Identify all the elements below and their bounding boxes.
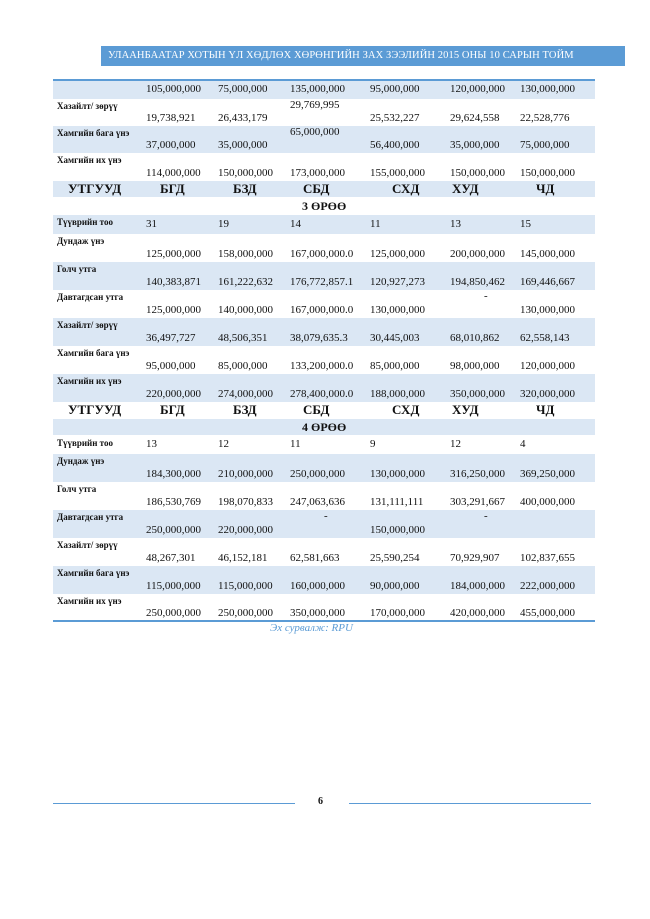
cell-схд: 30,445,003	[370, 332, 420, 344]
row-label: Хамгийн их үнэ	[57, 596, 122, 606]
cell-худ: 70,929,907	[450, 552, 500, 564]
cell-схд: 170,000,000	[370, 607, 425, 619]
table-row	[53, 234, 595, 262]
cell-бгд: 13	[146, 438, 157, 450]
cell-бгд: 125,000,000	[146, 304, 201, 316]
cell-бгд: 95,000,000	[146, 360, 196, 372]
cell-бзд: 198,070,833	[218, 496, 273, 508]
table-bottom-rule	[53, 620, 595, 622]
cell-схд: 130,000,000	[370, 468, 425, 480]
cell-бзд: 26,433,179	[218, 112, 268, 124]
column-header: БЗД	[233, 402, 257, 417]
cell-бзд: 75,000,000	[218, 83, 268, 95]
cell-сбд: 65,000,000	[290, 126, 340, 138]
row-label: Давтагдсан утга	[57, 292, 124, 302]
cell-худ: -	[484, 510, 488, 522]
cell-бзд: 158,000,000	[218, 248, 273, 260]
cell-бзд: 220,000,000	[218, 524, 273, 536]
column-header-row	[53, 181, 595, 197]
cell-бгд: 48,267,301	[146, 552, 196, 564]
cell-бзд: 12	[218, 438, 229, 450]
footer-rule-left	[53, 803, 295, 804]
row-label: Хамгийн их үнэ	[57, 155, 122, 165]
table-row	[53, 318, 595, 346]
cell-бгд: 250,000,000	[146, 524, 201, 536]
cell-бгд: 105,000,000	[146, 83, 201, 95]
table-row	[53, 262, 595, 290]
column-header: СБД	[303, 181, 330, 196]
source-note: Эх сурвалж: RPU	[270, 622, 353, 634]
cell-худ: 420,000,000	[450, 607, 505, 619]
table-row	[53, 215, 595, 234]
cell-худ: 194,850,462	[450, 276, 505, 288]
cell-чд: 145,000,000	[520, 248, 575, 260]
row-label: Түүврийн тоо	[57, 217, 113, 227]
cell-бгд: 220,000,000	[146, 388, 201, 400]
cell-худ: -	[484, 290, 488, 302]
table-row	[53, 436, 595, 454]
cell-худ: 12	[450, 438, 461, 450]
column-header: СХД	[392, 402, 420, 417]
cell-сбд: 250,000,000	[290, 468, 345, 480]
section-title: 3 ӨРӨӨ	[302, 199, 347, 213]
cell-сбд: 11	[290, 438, 301, 450]
cell-чд: 120,000,000	[520, 360, 575, 372]
cell-сбд: 135,000,000	[290, 83, 345, 95]
cell-схд: 95,000,000	[370, 83, 420, 95]
table-row	[53, 81, 595, 99]
cell-бгд: 140,383,871	[146, 276, 201, 288]
cell-бгд: 19,738,921	[146, 112, 196, 124]
cell-чд: 400,000,000	[520, 496, 575, 508]
cell-схд: 11	[370, 218, 381, 230]
table-row	[53, 99, 595, 126]
cell-чд: 62,558,143	[520, 332, 570, 344]
cell-сбд: 167,000,000.0	[290, 304, 354, 316]
cell-худ: 29,624,558	[450, 112, 500, 124]
table-row	[53, 374, 595, 402]
cell-чд: 4	[520, 438, 526, 450]
cell-худ: 200,000,000	[450, 248, 505, 260]
cell-худ: 184,000,000	[450, 580, 505, 592]
row-label: Хамгийн бага үнэ	[57, 568, 130, 578]
cell-бгд: 36,497,727	[146, 332, 196, 344]
column-header-row	[53, 402, 595, 418]
cell-чд: 320,000,000	[520, 388, 575, 400]
column-header: СБД	[303, 402, 330, 417]
column-header: ХУД	[452, 181, 479, 196]
table-row	[53, 346, 595, 374]
cell-сбд: 247,063,636	[290, 496, 345, 508]
cell-чд: 75,000,000	[520, 139, 570, 151]
row-label: Давтагдсан утга	[57, 512, 124, 522]
cell-бзд: 35,000,000	[218, 139, 268, 151]
table-row	[53, 454, 595, 482]
cell-худ: 35,000,000	[450, 139, 500, 151]
cell-чд: 130,000,000	[520, 304, 575, 316]
cell-бзд: 48,506,351	[218, 332, 268, 344]
cell-схд: 25,590,254	[370, 552, 420, 564]
row-label: Голч утга	[57, 484, 97, 494]
column-header: ЧД	[536, 181, 555, 196]
cell-сбд: 173,000,000	[290, 167, 345, 179]
cell-сбд: 133,200,000.0	[290, 360, 354, 372]
cell-бзд: 161,222,632	[218, 276, 273, 288]
table-row	[53, 482, 595, 510]
cell-схд: 85,000,000	[370, 360, 420, 372]
row-label: Дундаж үнэ	[57, 236, 105, 246]
cell-бзд: 150,000,000	[218, 167, 273, 179]
cell-бгд: 250,000,000	[146, 607, 201, 619]
cell-схд: 131,111,111	[370, 496, 424, 508]
cell-чд: 22,528,776	[520, 112, 570, 124]
table-row	[53, 290, 595, 318]
cell-бзд: 250,000,000	[218, 607, 273, 619]
cell-бгд: 115,000,000	[146, 580, 201, 592]
column-header: УТГУУД	[68, 181, 122, 196]
cell-бгд: 125,000,000	[146, 248, 201, 260]
cell-чд: 150,000,000	[520, 167, 575, 179]
row-label: Дундаж үнэ	[57, 456, 105, 466]
cell-сбд: -	[324, 510, 328, 522]
table-row	[53, 126, 595, 153]
cell-худ: 68,010,862	[450, 332, 500, 344]
cell-сбд: 160,000,000	[290, 580, 345, 592]
cell-худ: 13	[450, 218, 461, 230]
row-label: Хамгийн бага үнэ	[57, 348, 130, 358]
cell-бзд: 19	[218, 218, 229, 230]
table-row	[53, 153, 595, 181]
section-title-row	[53, 419, 595, 435]
cell-сбд: 29,769,995	[290, 99, 340, 111]
table-row	[53, 538, 595, 566]
row-label: Түүврийн тоо	[57, 438, 113, 448]
cell-худ: 316,250,000	[450, 468, 505, 480]
cell-сбд: 167,000,000.0	[290, 248, 354, 260]
cell-сбд: 176,772,857.1	[290, 276, 354, 288]
page-number: 6	[318, 796, 323, 807]
cell-бзд: 140,000,000	[218, 304, 273, 316]
cell-схд: 188,000,000	[370, 388, 425, 400]
cell-схд: 25,532,227	[370, 112, 420, 124]
row-label: Хазайлт/ зөрүү	[57, 320, 118, 330]
cell-бзд: 210,000,000	[218, 468, 273, 480]
column-header: СХД	[392, 181, 420, 196]
cell-бзд: 46,152,181	[218, 552, 268, 564]
cell-сбд: 62,581,663	[290, 552, 340, 564]
cell-бгд: 186,530,769	[146, 496, 201, 508]
column-header: УТГУУД	[68, 402, 122, 417]
section-title: 4 ӨРӨӨ	[302, 420, 347, 434]
cell-чд: 455,000,000	[520, 607, 575, 619]
row-label: Хазайлт/ зөрүү	[57, 540, 118, 550]
cell-чд: 169,446,667	[520, 276, 575, 288]
cell-схд: 90,000,000	[370, 580, 420, 592]
row-label: Голч утга	[57, 264, 97, 274]
document-header-band	[101, 46, 625, 66]
cell-чд: 130,000,000	[520, 83, 575, 95]
cell-сбд: 14	[290, 218, 301, 230]
cell-худ: 350,000,000	[450, 388, 505, 400]
row-label: Хамгийн их үнэ	[57, 376, 122, 386]
cell-худ: 98,000,000	[450, 360, 500, 372]
cell-схд: 9	[370, 438, 376, 450]
column-header: БГД	[160, 181, 185, 196]
cell-схд: 120,927,273	[370, 276, 425, 288]
table-row	[53, 594, 595, 620]
cell-чд: 222,000,000	[520, 580, 575, 592]
table-row	[53, 510, 595, 538]
row-label: Хазайлт/ зөрүү	[57, 101, 118, 111]
cell-бгд: 31	[146, 218, 157, 230]
cell-сбд: 38,079,635.3	[290, 332, 348, 344]
column-header: БЗД	[233, 181, 257, 196]
cell-схд: 150,000,000	[370, 524, 425, 536]
cell-бзд: 274,000,000	[218, 388, 273, 400]
footer-rule-right	[349, 803, 591, 804]
cell-чд: 15	[520, 218, 531, 230]
table-row	[53, 566, 595, 594]
cell-схд: 130,000,000	[370, 304, 425, 316]
cell-сбд: 278,400,000.0	[290, 388, 354, 400]
cell-бзд: 115,000,000	[218, 580, 273, 592]
column-header: ЧД	[536, 402, 555, 417]
cell-схд: 125,000,000	[370, 248, 425, 260]
cell-бгд: 37,000,000	[146, 139, 196, 151]
cell-бзд: 85,000,000	[218, 360, 268, 372]
document-title: УЛААНБААТАР ХОТЫН ҮЛ ХӨДЛӨХ ХӨРӨНГИЙН ЗАХ ЗЭЭЛИЙН 2015 ОНЫ 10 САРЫН ТОЙМ	[108, 50, 574, 61]
column-header: ХУД	[452, 402, 479, 417]
cell-худ: 120,000,000	[450, 83, 505, 95]
cell-худ: 303,291,667	[450, 496, 505, 508]
cell-худ: 150,000,000	[450, 167, 505, 179]
cell-бгд: 114,000,000	[146, 167, 201, 179]
cell-схд: 56,400,000	[370, 139, 420, 151]
column-header: БГД	[160, 402, 185, 417]
cell-сбд: 350,000,000	[290, 607, 345, 619]
cell-схд: 155,000,000	[370, 167, 425, 179]
cell-бгд: 184,300,000	[146, 468, 201, 480]
row-label: Хамгийн бага үнэ	[57, 128, 130, 138]
section-title-row	[53, 198, 595, 214]
cell-чд: 369,250,000	[520, 468, 575, 480]
cell-чд: 102,837,655	[520, 552, 575, 564]
